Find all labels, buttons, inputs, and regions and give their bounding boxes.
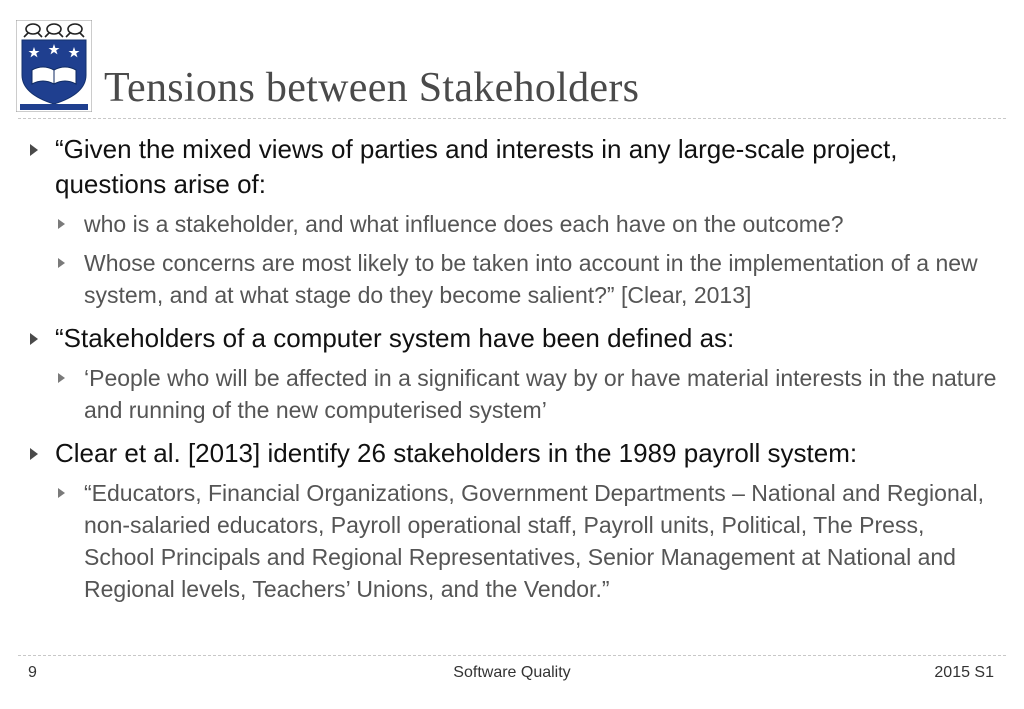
sub-bullet-triangle-icon — [58, 258, 65, 268]
sub-bullet-1-2-text: Whose concerns are most likely to be taken into account in the implementation of a new system, and at what stage do they become salient?” [Clear, 2013] — [84, 250, 978, 308]
bullet-triangle-icon — [30, 448, 38, 460]
slide-title: Tensions between Stakeholders — [104, 65, 640, 111]
sub-bullet-3-1-text: “Educators, Financial Organizations, Government Departments – National and Regional, non-salaried educators, Payroll operational staff, Payroll units, Political, The Press, School Principals and Regional Representatives, Senior Management at National and Regional levels, Teachers’ Unions, and the Vendor.” — [84, 480, 985, 602]
sub-bullet-1-2 — [0, 247, 1024, 311]
bullet-3-text: Clear et al. [2013] identify 26 stakeholders in the 1989 payroll system: — [55, 438, 858, 468]
footer-page-number: 9 — [28, 664, 37, 681]
bullet-2 — [0, 321, 1024, 356]
title-divider — [18, 118, 1006, 119]
bullet-triangle-icon — [30, 333, 38, 345]
bullet-2-text: “Stakeholders of a computer system have been defined as: — [55, 323, 735, 353]
footer-term: 2015 S1 — [934, 664, 994, 681]
slide-body — [0, 132, 1024, 612]
sub-bullet-1-1 — [0, 208, 1024, 240]
footer-divider — [18, 655, 1006, 656]
university-logo — [16, 20, 92, 112]
footer-course: Software Quality — [453, 664, 571, 681]
bullet-3 — [0, 436, 1024, 471]
sub-bullet-2-1 — [0, 362, 1024, 426]
sub-bullet-1-1-text: who is a stakeholder, and what influence does each have on the outcome? — [84, 211, 844, 237]
sub-bullet-triangle-icon — [58, 373, 65, 383]
sub-bullet-triangle-icon — [58, 488, 65, 498]
bullet-triangle-icon — [30, 144, 38, 156]
sub-bullet-triangle-icon — [58, 219, 65, 229]
sub-bullet-3-1 — [0, 477, 1024, 605]
bullet-1-text: “Given the mixed views of parties and interests in any large-scale project, questions arise of: — [55, 134, 898, 199]
sub-bullet-2-1-text: ‘People who will be affected in a significant way by or have material interests in the nature and running of the new computerised system’ — [84, 365, 997, 423]
bullet-1 — [0, 132, 1024, 202]
crest-icon — [16, 20, 92, 112]
